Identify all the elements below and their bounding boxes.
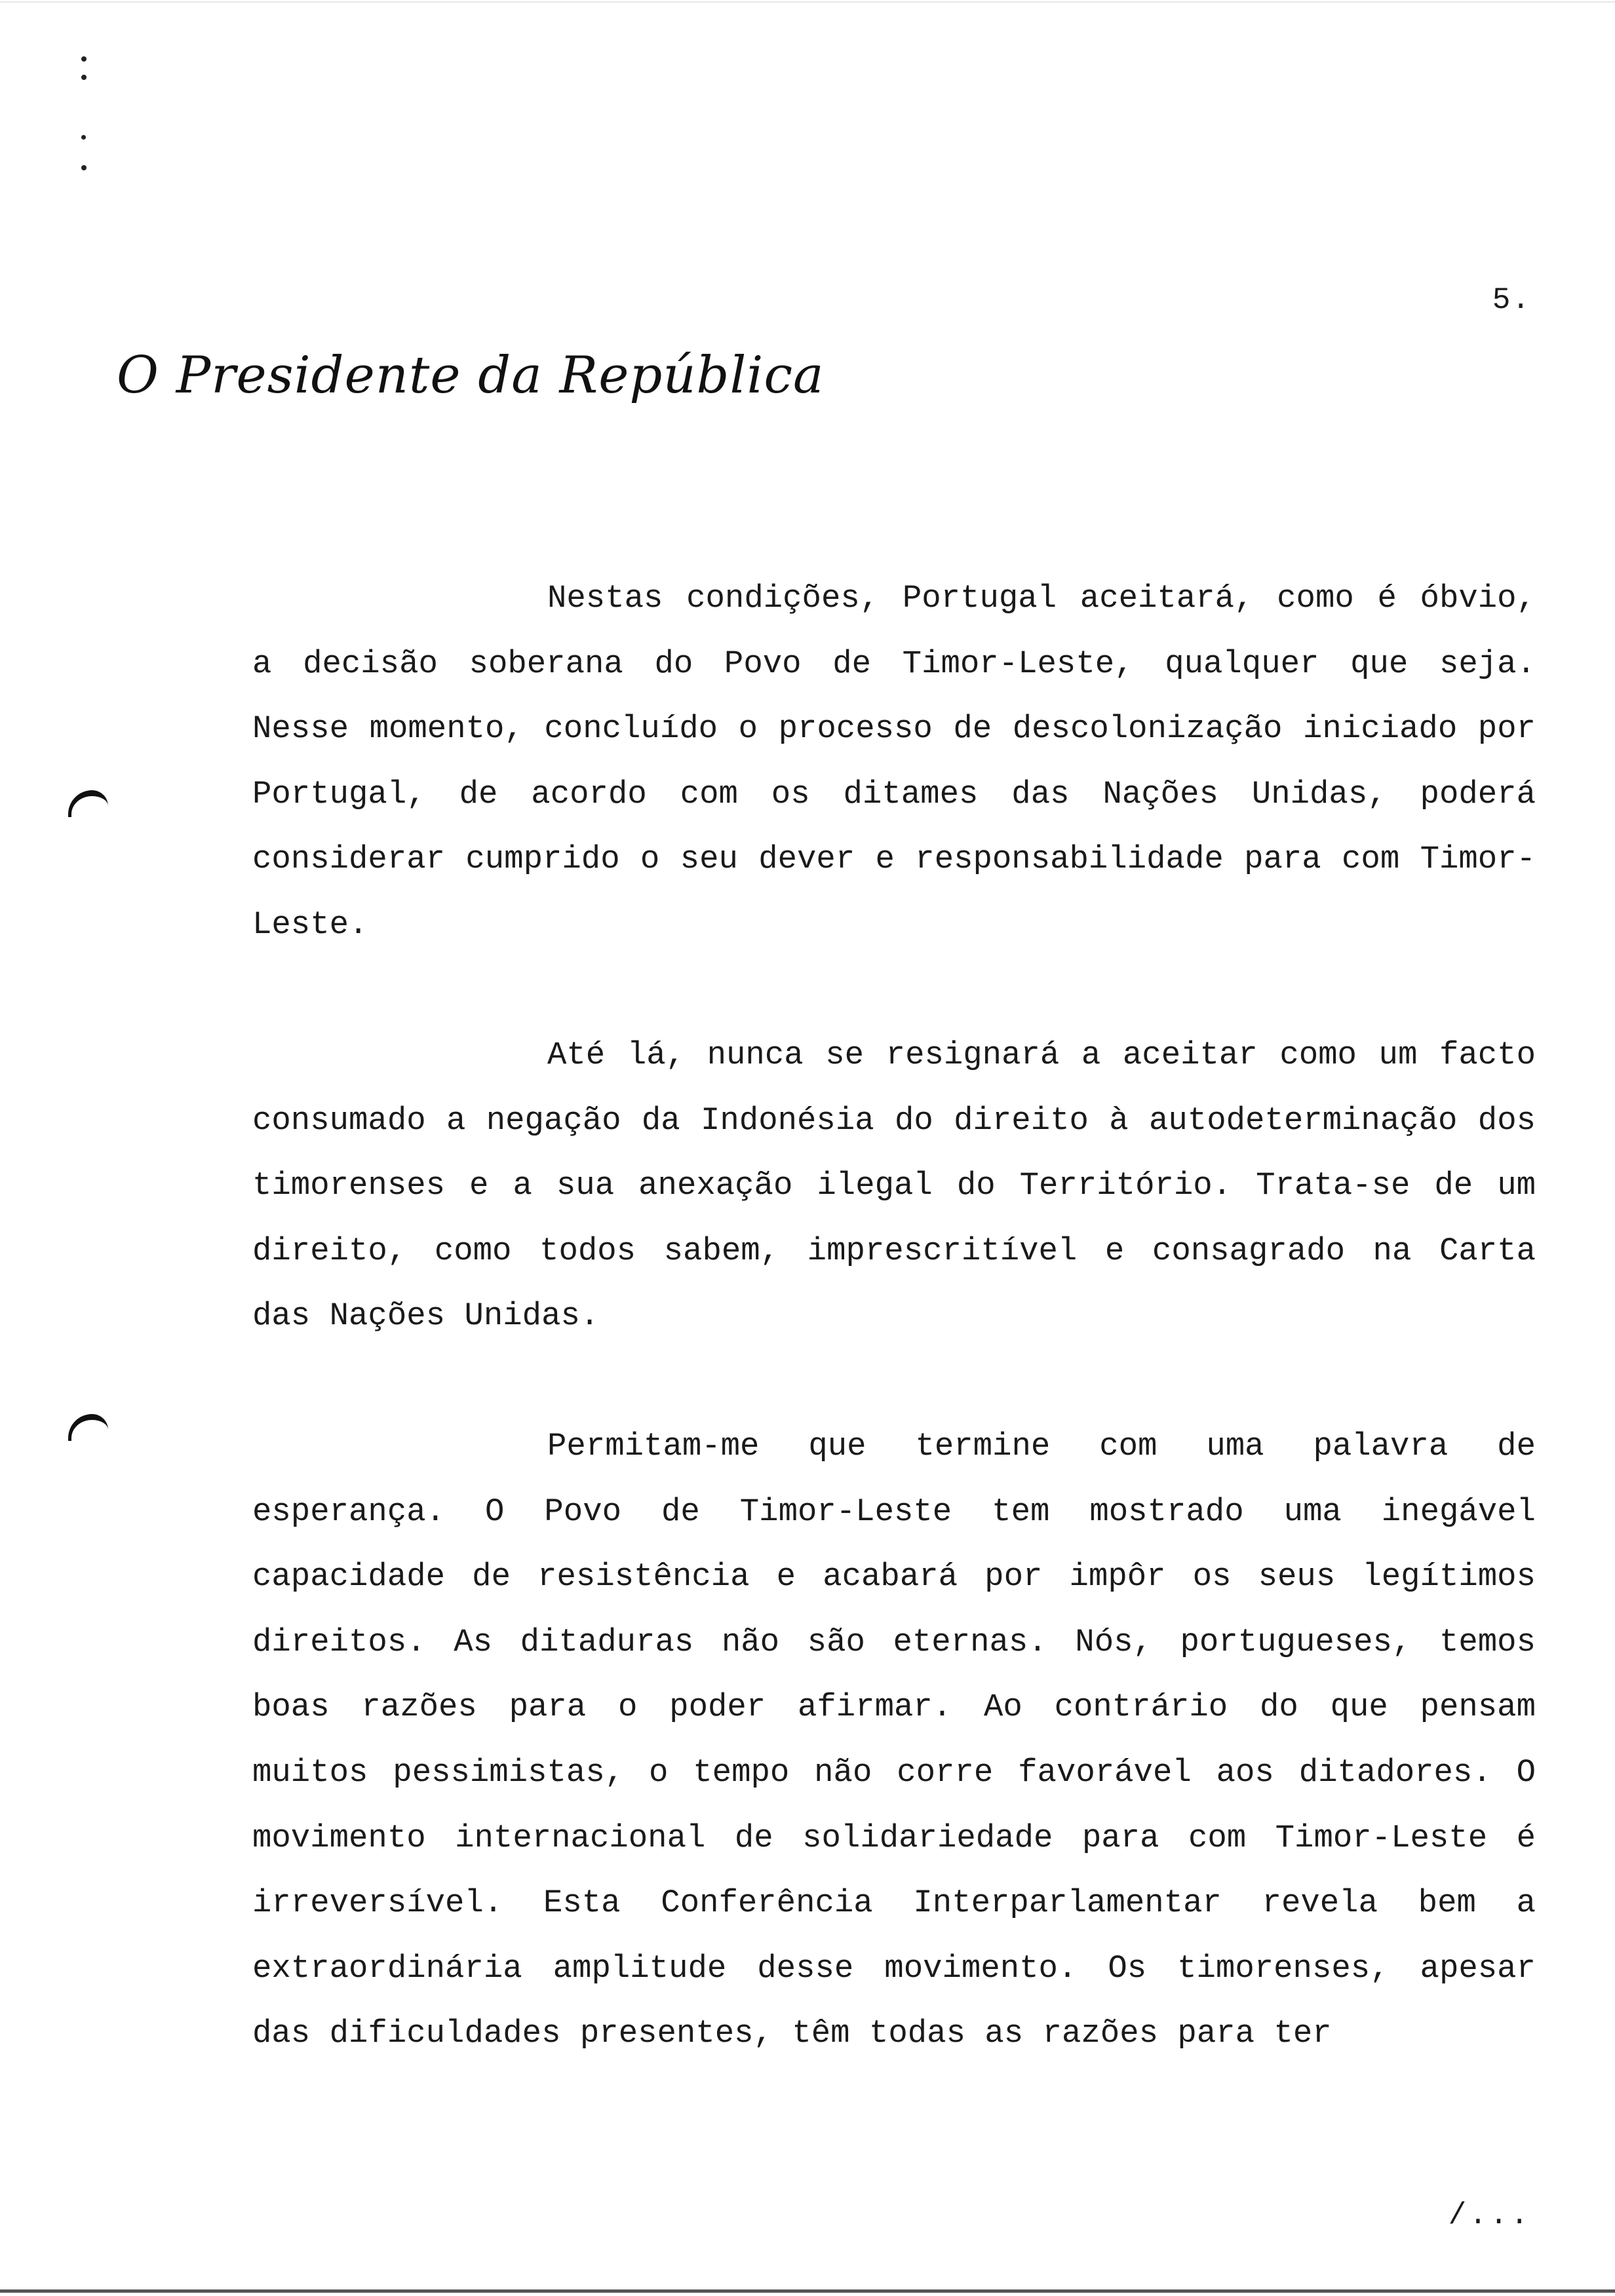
scan-edge-bottom [0, 2289, 1615, 2293]
paragraph-2-block [252, 1023, 1536, 1349]
punch-mark-icon [68, 790, 108, 817]
page-number: 5. [1492, 283, 1531, 317]
paragraph-3-block [252, 1414, 1536, 2067]
paragraph: Até lá, nunca se resignará a aceitar como um facto consumado a negação da Indonésia do direito à autodeterminação dos timorenses e a sua anexação ilegal do Território. Trata-se de um direito, como todos sabem, imprescritível e consagrado na Carta das Nações Unidas. [252, 1037, 1536, 1335]
continuation-mark: /... [1448, 2198, 1531, 2232]
paragraph: Permitam-me que termine com uma palavra de esperança. O Povo de Timor-Leste tem mostrado uma inegável capacidade de resistência e acabará por impôr os seus legítimos direitos. As ditaduras não são eternas. Nós, portugueses, temos boas razões para o poder afirmar. Ao contrário do que pensam muitos pessimistas, o tempo não corre favorável aos ditadores. O movimento internacional de solidariedade para com Timor-Leste é irreversível. Esta Conferência Interparlamentar revela bem a extraordinária amplitude desse movimento. Os timorenses, apesar das dificuldades presentes, têm todas as razões para ter [252, 1428, 1536, 2052]
scan-mark [81, 165, 87, 170]
scan-edge-top [0, 1, 1615, 3]
scan-mark [81, 56, 87, 62]
scan-mark [81, 75, 87, 80]
punch-mark-icon [68, 1414, 108, 1441]
letterhead: O Presidente da República [117, 346, 825, 405]
paragraph-1-block [252, 566, 1536, 958]
paragraph: Nestas condições, Portugal aceitará, como é óbvio, a decisão soberana do Povo de Timor-Leste, qualquer que seja. Nesse momento, concluído o processo de descolonização iniciado por Portugal, de acordo com os ditames das Nações Unidas, poderá considerar cumprido o seu dever e responsabilidade para com Timor-Leste. [252, 580, 1536, 943]
scan-mark [81, 135, 86, 140]
